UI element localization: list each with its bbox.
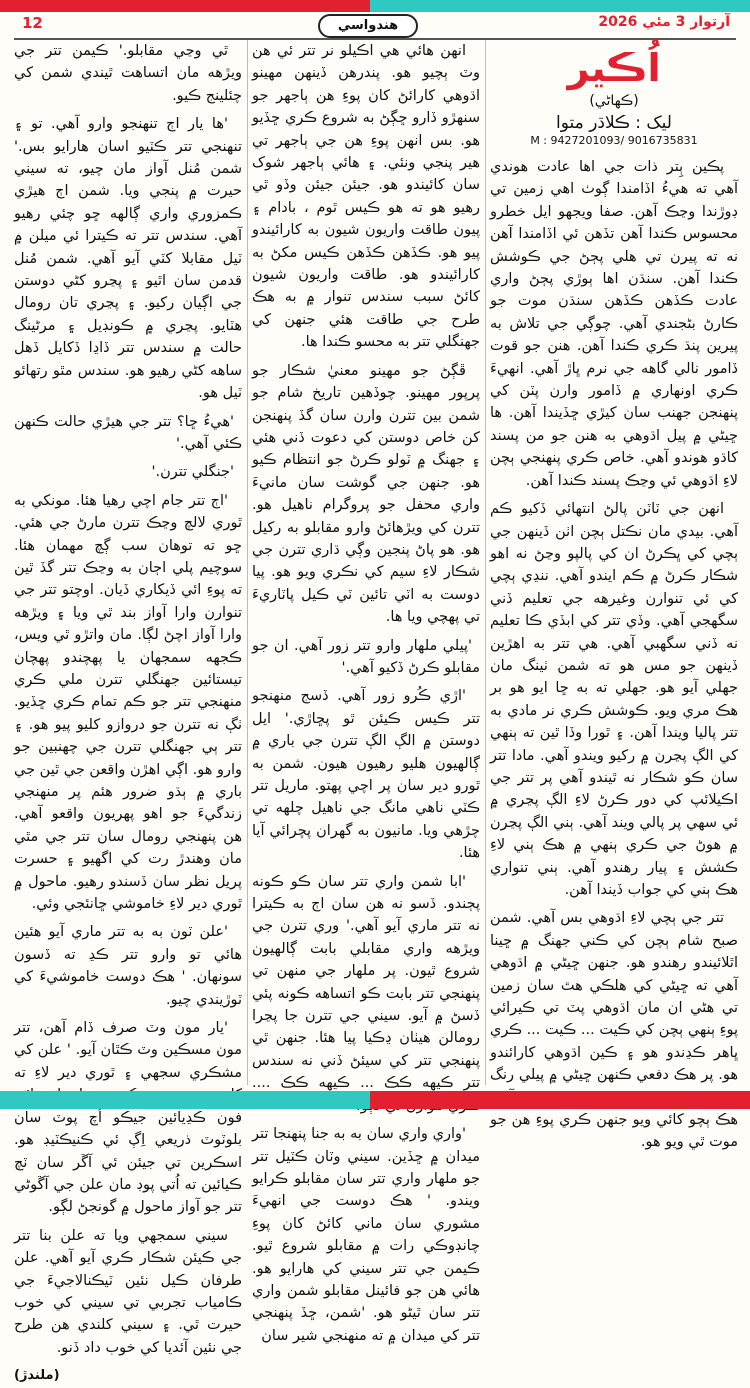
top-color-bar [0,0,750,12]
story-genre: (ڪهاڻي) [589,93,639,109]
paragraph: ڦڳڻ جو مهينو معنيٰ شڪار جو پرپور مهينو. چوڏهين تاريخ شام جو شمن بين تترن وارن سان گڏ پنهنجن کن خاص دوستن کي دعوت ڏني هئي ۽ جهنگ ۾ ٽولو ڪرڻ جو انتظام ڪيو هو. جنهن جي گوشت سان مانيءَ واري محفل جو پروگرام ناهيل هو. تترن کي ويڙهائڻ وارو مقابلو به رکيل هو. هو پاڻ پنجين وڳي ڌاري تترن جي شڪار لاءِ سيم کي نڪري ويو هو. پيا دوست به اٽي تائين ٽي ڪيل پاٽاريءَ تي پهچي ويا ها. [252,362,480,626]
column-middle [252,40,480,1353]
paragraph: 'هيءُ ڇا؟ تتر جي هيڙي حالت ڪنهن ڪئي آهي.' [14,413,242,452]
column-left [14,40,242,1388]
page-header [0,12,750,38]
bottom-color-bar [0,1091,750,1109]
top-bar-teal-segment [370,0,750,12]
bottom-bar-red-segment [370,1091,750,1109]
column-divider [485,40,486,1085]
story-author: ليک : ڪلاڌر متوا [556,113,672,133]
paragraph: 'اڄ تتر جام اچي رهيا هئا. مونکي به ٿوري لالچ وڃڪ تترن مارڻ جي هئي. ڇو ته توهان سب ڳچ مهمان هئا. سوچيم پلي اڄان به وڃڪ تتر گڏ ٿين ته پوءِ ائي ڏيکاري ڏيان. اوچتو تتر جي تنوارن وارا آواز بند ٿي ويا ۽ ويڙهه وارا آواز اچڻ لڳا. مان واتڙو ٿي ويس، ڪجهه سمجهان يا پهچندو پهچان تيستائين جهنگلي تترن ملي ڪري منهنجي تتر جو ڪم تمام ڪري ڇڏيو. ٺڳ نه تترن جو دروازو کليو پيو هو. ۽ تتر ٻي جهنگلي تترن جي چهنبين جو وارو هو. اڳي اهڙن واقعن جي ٿين جي باري ۾ ٻڌو ضرور هئم پر منهنجي زندگيءَ جو اهو پهريون واقعو آهي. هن پنهنجي رومال سان تتر جي مٿي مان وهندڙ رت کي اگهيو ۽ حسرت پريل نظر سان ڏسندو رهيو. ماحول ۾ ٿوري دير لاءِ خاموشي ڇانئجي وئي. [14,492,242,913]
paragraph: 'واري واري سان به به جنا پنهنجا تتر ميدان ۾ ڇڏين. سيني وٽان ڪٽيل تتر جو ملهار واري تتر سان مقابلو ڪرايو ويندو. ' هڪ دوست جي انهيءَ مشوري سان ماني کائڻ کان پوءِ چانڊوڪي رات ۾ مقابلو شروع ٿيو. ڪيمن جي تتر سيني کي هارايو هو. هائي هن جو فائينل مقابلو شمن واري تتر سان ٿيڻو هو. 'شمن، ڇڏ پنهنجي تتر کي ميدان ۾ ته منهنجي شير سان [252,1126,480,1344]
author-phone: M : 9427201093/ 9016735831 [530,134,698,147]
paragraph: تتر جي ٻچي لاءِ اڌوهي بس آهي. شمن صبح شام ٻچن کي ڪني جهنگ ۾ ڇينا اٿلائيندو رهندو هو. جنهن ڇيڻي ۾ اڌوهي آهي ته ڇيڻي کي هلڪي هٿ سان زمين تي هڻي ان مان اڌوهي پٽ تي ڪيرائي پوءِ ٻنهي ٻچن کي ڪيت ... ڪيت ... ڪري ڀاهر ڪڍندو هو ۽ ڪين اڌوهي کارائندو هو. پر هڪ دفعي ڪنهن ڇيڻي ۾ پيلي رنگ هڪ ٻچو کائي ويو جنهن ڪري پوءِ هن جو موت ٿي ويو هو. [490,910,738,1151]
paragraph: 'ها يار اڄ تنهنجو وارو آهي. تو ۽ تنهنجي تتر ڪٽيو اسان هارايو بس.' شمن مُنل آواز مان چيو، ته سيني حيرت ۾ پنجي ويا. شمن اڄ هيڙي ڪمزوري واري ڳالهه ڇو چئي رهيو آهي. سندس تتر ته ڪيترا ئي ميلن ۾ ٽيل مقابلا کٽي آيو آهي. شمن مُنل قدمن سان اٿيو ۽ پڃرو کڻي دوستن جي اڳيان رکيو. ۽ پڃري تان رومال هٽايو. پڃري ۾ ڪونڊيل ۽ مرڻينگ حالت ۾ سندس تتر ڏاڍا ڏکايل ڏهل ساهه کڻي رهيو هو. سندس مٿو رتهائو ٽيل هو. [14,116,242,402]
paragraph: 'يار مون وٽ صرف ڏام آهن، تتر مون مسڪين وٽ ڪٿان آيو. ' علن کي مشڪري سجهي ۽ ٿوري دير لاءِ ته فون ڪڍيائين جيڪو اُچ پوٽ سان بلوٽوٽ ذريعي اِڳ ئي ڪنيڪٽيڊ هو. اسڪرين تي جيئن ئي آڱر سان ٽچ ڪيائين ته اُتي پوڊ مان علن جي آڱوڻي تتر جو آواز ماحول ۾ گونجڻ لڳو. [14,1020,242,1216]
top-bar-red-segment [0,0,370,12]
issue-date: آرتوار 3 مئي 2026 [598,14,730,30]
paragraph: سيني سمجهي ويا ته علن بنا تتر جي ڪيئن شڪار ڪري آيو آهي. علن طرفان ڪيل نئين ٽيڪنالاجيءَ جي ڪامياب تجربي تي سيني کي خوب حيرت ٿي. ۽ سيني کلندي هن طرح جي نئين آئديا کي خوب داد ڏنو. [14,1227,242,1356]
column-divider [247,40,248,1085]
column-right [490,40,738,1160]
paragraph: 'علن ٽون به به تتر ماري آيو هئين هائي تو وارو تتر ڪڍ ته ڏسون سونهان. ' هڪ دوست خاموشيءَ کي ٽوڙيندي چيو. [14,924,242,1008]
paragraph: 'جنگلي تترن.' [151,464,234,481]
continued-marker: (ملندڙ) [14,1368,60,1384]
page-number: 12 [22,14,43,32]
story-title: اُڪير [567,46,661,90]
paragraph: انهن هائي هي اڪيلو نر تتر ئي هن وٽ ٻچيو هو. پندرهن ڏينهن مهينو اڌوهي کارائڻ کان پوءِ هن ٻاجهر جو سنهڙو ڏارو ڇڳڻ به شروع ڪري ڇڏيو هو. بس انهن پوءِ هن جي ٻاجهر تي هير پنجي ونئي. ۽ هائي ٻاجهر شوک سان کائيندو هو. جيئن جيئن وڏو ٿي رهيو هو ته هو ڪيس ٿوم ، بادام ۽ پيون طاقت واريون شيون به کارائيندو پيو هو. ڪڏهن ڪڏهن ڪيس مکڻ به کارائيندو هو. طاقت واريون شيون کائڻ سبب سندس تنوار ۾ به هڪ طرح جي طاقت هئي جنهن کي جهنگلي تتر به محسو ڪندا ها. [252,43,480,351]
bottom-bar-teal-segment [0,1091,370,1109]
paragraph: انهن جي ٽاٽن پالڻ انتهائي ڏکيو ڪم آهي. بيدي مان نڪتل ٻچن اٺن ڏينهن جي ٻچي کي ڀڪرڻ ان کي پالپو وڃڻ نه اهو شڪار ڪرڻ ۾ ڪم ايندو آهي. ننڍي ٻچي کي ئي تنوارن وغيرهه جي تعليم ڏني سگهجي آهي. وڏي تتر کي ابڏي ڪا تعليم نه ڏني سگهبي آهي. هي تتر به اهڙين ڏينهن جو مس هو ته شمن ٺينگ مان جهلي آيو هو. جهلي ته به ڇا ايو هو بر هڪ مري ويو. ڪوشش ڪري نر مادي به تتر پاليا ويندا آهن. ۽ ٿورا وڏا ٿين ته ٻنهي کي الڳ پڃرن ۾ رکيو ويندو آهي. مادا تتر سان ڪو شڪار نه ٿيندو آهي پر تتر جي اڪيلائپ کي دور ڪرڻ لاءِ الڳ پڃري ۾ ئي سهي پر پالي ويند آهي. ٻني الڳ پڃرن ۾ هوڻ جي ڪري ٻنهي ۾ هڪ ٻني لاءِ ڪشش ۽ پيار رهندو آهي. ٻني تنواري هڪ ٻني کي جواب ڏيندا آهن. [490,501,738,898]
paragraph: 'اڙي ڪُرو زور آهي. ڏسج منهنجو تتر ڪيس ڪيئن ٿو پڇاڙي.' ايل دوستن ۾ الڳ الڳ تترن جي باري ۾ ڳالهيون هليو رهيون هيون. شمن به ٿورو دير سان پر اچي پهتو. ماريل تتر ڪٽي ناهي مانگ جي ناهيل چلهه تي چڙهي ويا. مانيون به گهران پچرائي آيا هئا. [252,688,480,862]
paragraph: پڪين ٻِتر ذات جي اها عادت هوندي آهي ته هيءُ اڏامندا ڳوٺ اهي زمين تي ڊوڙندا وڃڪ آهن. صفا ويجهو ايل خطرو محسوس ڪندا آهن تڏهن ئي اڏامندا آهن نه ته پيرن تي هلي پڄڻ جي ڪوشش ڪندا آهن. سنڌن اها ٻوڙي پڄڻ واري عادت ڪڏهن ڪڏهن سنڌن موت جو ڪارڻ بڻجندي آهي. چوڳي جي تلاش به پيرين پنڌ ڪري ڪندا آهن. هنن جو قوت ڏامور نالي گاهه جي نرم ڀاڙ آهي. انهيءَ ڪري اونهاري ۾ ڏامور وارن پٽن کي پنهنجن جهنب سان کيڙي ڇڏيندا آهن. ها ڇيڻي ۾ پيل اڌوهي به هنن جو من پسند کاڌو هوندو آهي. خاص ڪري پنهنجي ٻچن لاءِ اڌوهي ئي وڃڪ پسند ڪندا آهن. [490,159,738,489]
paragraph: 'ابا شمن واري تتر سان ڪو ڪونه پڄندو. ڏسو نه هن سان اڄ به ڪيترا نه تتر ماري آيو آهي.' وري تترن جي ويڙهه واري مقابلي بابت ڳالهيون شروع ٿيون. پر ملهار جي منهن تي پنهنجي تتر بابت ڪو اتساهه ڪونه پئي ڏسڻ ۾ آيو. سيني جي تترن جا پڃرا رومالن هيٺان ڍڪيا پيا هئا. جنهن ٿي پنهنجي تتر کي سيئڻ ڏني نه سندس تتر ڪيهه ڪڪ ... ڪيهه ڪڪ .... [252,873,480,1092]
masthead-logo: هندواسي [318,14,418,38]
paragraph: 'پيلي ملهار وارو تتر زور آهي. ان جو مقابلو ڪرڻ ڏکيو آهي.' [252,637,480,676]
paragraph: ٿي وڃي مقابلو.' ڪيمن تتر جي ويڙهه مان اتساهت ٿيندي شمن کي چئلينج ڪيو. [14,43,242,104]
